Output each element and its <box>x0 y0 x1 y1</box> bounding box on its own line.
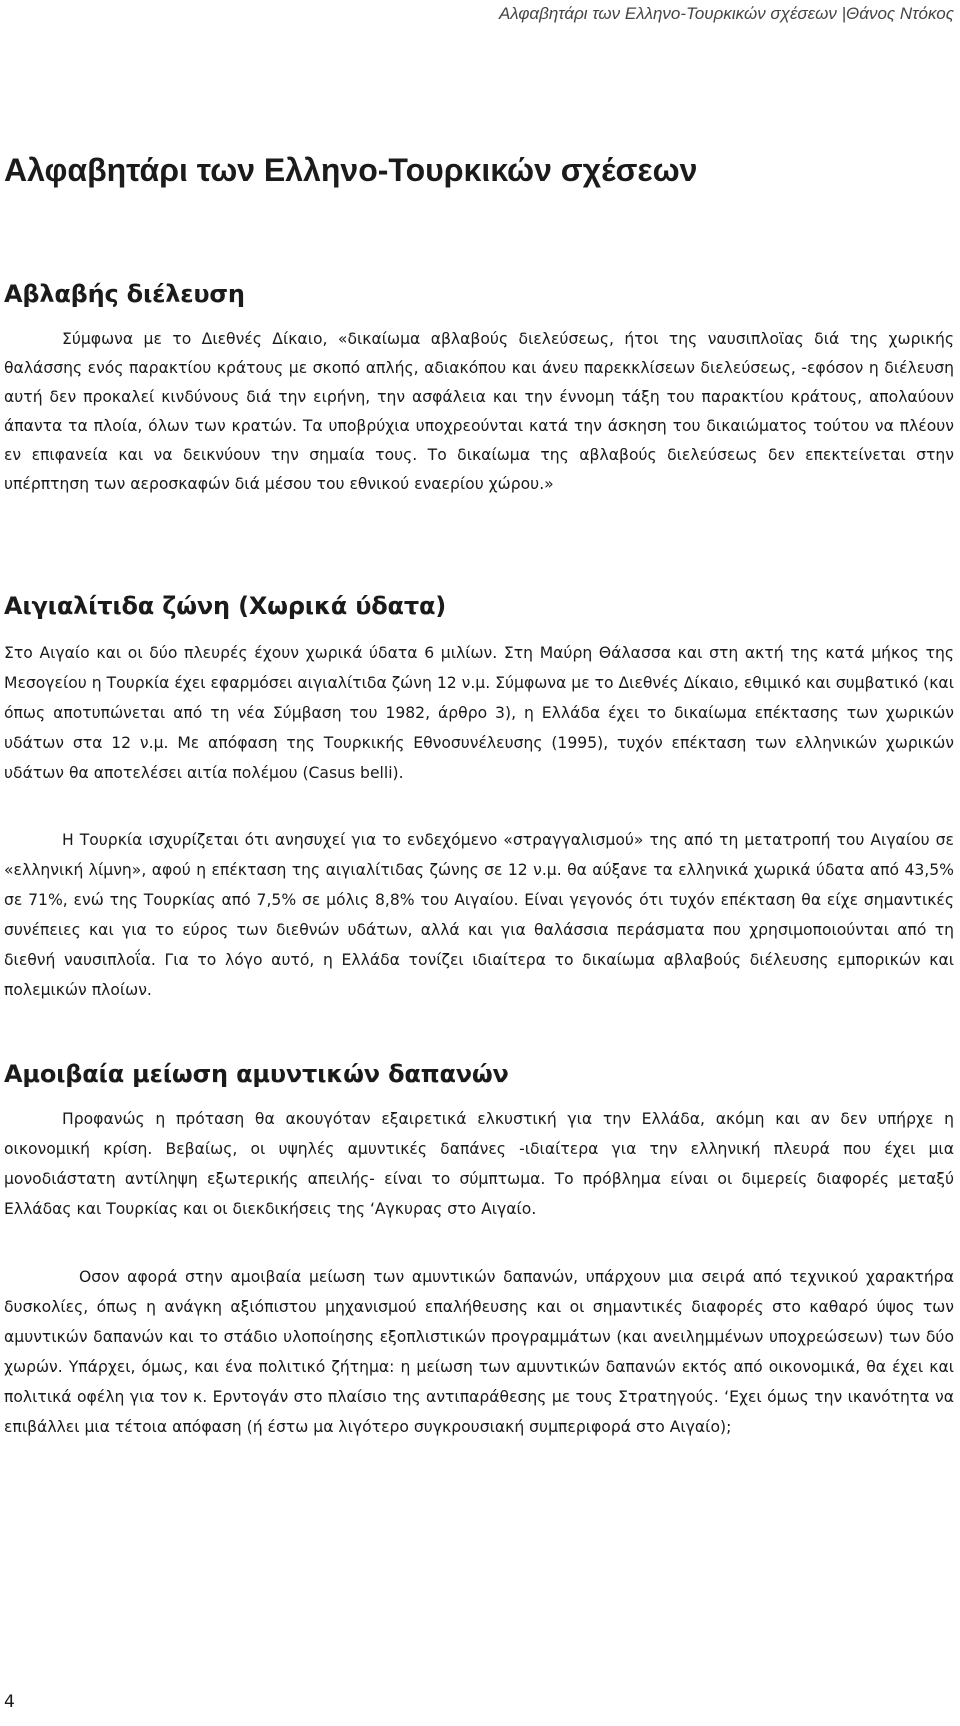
section-heading-territorial-waters: Αιγιαλίτιδα ζώνη (Χωρικά ύδατα) <box>4 592 446 620</box>
paragraph-defense-spending-2: Οσον αφορά στην αμοιβαία μείωση των αμυντικών δαπανών, υπάρχουν μια σειρά από τεχνικού χαρακτήρα δυσκολίες, όπως η ανάγκη αξιόπιστου μηχανισμού επαλήθευσης και οι σημαντικές διαφορές στο καθαρό ύψος των αμυντικών δαπανών και το στάδιο υλοποίησης εξοπλιστικών προγραμμάτων (και ανειλημμένων υποχρεώσεων) των δύο χωρών. Υπάρχει, όμως, και ένα πολιτικό ζήτημα: η μείωση των αμυντικών δαπανών εκτός από οικονομικά, θα έχει και πολιτικά οφέλη για τον κ. Ερντογάν στο πλαίσιο της αντιπαράθεσης με τους Στρατηγούς. ‘Εχει όμως την ικανότητα να επιβάλλει μια τέτοια απόφαση (ή έστω μα λιγότερο συγκρουσιακή συμπεριφορά στο Αιγαίο); <box>4 1268 954 1436</box>
section-heading-innocent-passage: Αβλαβής διέλευση <box>4 280 245 308</box>
section-heading-defense-spending: Αμοιβαία μείωση αμυντικών δαπανών <box>4 1060 509 1088</box>
paragraph-territorial-waters-1: Στο Αιγαίο και οι δύο πλευρές έχουν χωρικά ύδατα 6 μιλίων. Στη Μαύρη Θάλασσα και στη ακτή της κατά μήκος της Μεσογείου η Τουρκία έχει εφαρμόσει αιγιαλίτιδα ζώνη 12 ν.μ. Σύμφωνα με το Διεθνές Δίκαιο, εθιμικό και συμβατικό (και όπως αποτυπώνεται από τη νέα Σύμβαση του 1982, άρθρο 3), η Ελλάδα έχει το δικαίωμα επέκτασης των χωρικών υδάτων στα 12 ν.μ. Με απόφαση της Τουρκικής Εθνοσυνέλευσης (1995), τυχόν επέκταση των ελληνικών χωρικών υδάτων θα αποτελέσει αιτία πολέμου (Casus belli). <box>4 644 954 782</box>
paragraph-defense-spending-1: Προφανώς η πρόταση θα ακουγόταν εξαιρετικά ελκυστική για την Ελλάδα, ακόμη και αν δεν υπήρχε η οικονομική κρίση. Βεβαίως, οι υψηλές αμυντικές δαπάνες -ιδιαίτερα για την ελληνική πλευρά που έχει μια μονοδιάστατη αντίληψη εξωτερικής απειλής- είναι το σύμπτωμα. Το πρόβλημα είναι οι διμερείς διαφορές μεταξύ Ελλάδας και Τουρκίας και οι διεκδικήσεις της ‘Αγκυρας στο Αιγαίο. <box>4 1110 954 1218</box>
paragraph-innocent-passage: Σύμφωνα με το Διεθνές Δίκαιο, «δικαίωμα αβλαβούς διελεύσεως, ήτοι της ναυσιπλοϊας διά της χωρικής θαλάσσης ενός παρακτίου κράτους με σκοπό απλής, αδιακόπου και άνευ παρεκκλίσεων διελεύσεως, -εφόσον η διέλευση αυτή δεν προκαλεί κινδύνους διά την ειρήνη, την ασφάλεια και την έννομη τάξη του παρακτίου κράτους, απολαύουν άπαντα τα πλοία, όλων των κρατών. Τα υποβρύχια υποχρεούνται κατά την άσκηση του δικαιώματος τούτου να πλέουν εν επιφανεία και να δεικνύουν την σημαία τους. Το δικαίωμα της αβλαβούς διελεύσεως δεν επεκτείνεται στην υπέρπτηση των αεροσκαφών διά μέσου του εθνικού εναερίου χώρου.» <box>4 330 954 493</box>
running-header: Αλφαβητάρι των Ελληνο-Τουρκικών σχέσεων |Θάνος Ντόκος <box>498 4 954 23</box>
document-title: Αλφαβητάρι των Ελληνο-Τουρκικών σχέσεων <box>4 152 698 188</box>
page-number: 4 <box>4 1692 15 1712</box>
paragraph-territorial-waters-2: Η Τουρκία ισχυρίζεται ότι ανησυχεί για το ενδεχόμενο «στραγγαλισμού» της από τη μετατροπή του Αιγαίου σε «ελληνική λίμνη», αφού η επέκταση της αιγιαλίτιδας ζώνης σε 12 ν.μ. θα αύξανε τα ελληνικά χωρικά ύδατα από 43,5% σε 71%, ενώ της Τουρκίας από 7,5% σε μόλις 8,8% του Αιγαίου. Είναι γεγονός ότι τυχόν επέκταση θα είχε σημαντικές συνέπειες και για το εύρος των διεθνών υδάτων, αλλά και για θαλάσσια περάσματα που χρησιμοποιούνται από τη διεθνή ναυσιπλοΐα. Για το λόγο αυτό, η Ελλάδα τονίζει ιδιαίτερα το δικαίωμα αβλαβούς διέλευσης εμπορικών και πολεμικών πλοίων. <box>4 831 954 999</box>
